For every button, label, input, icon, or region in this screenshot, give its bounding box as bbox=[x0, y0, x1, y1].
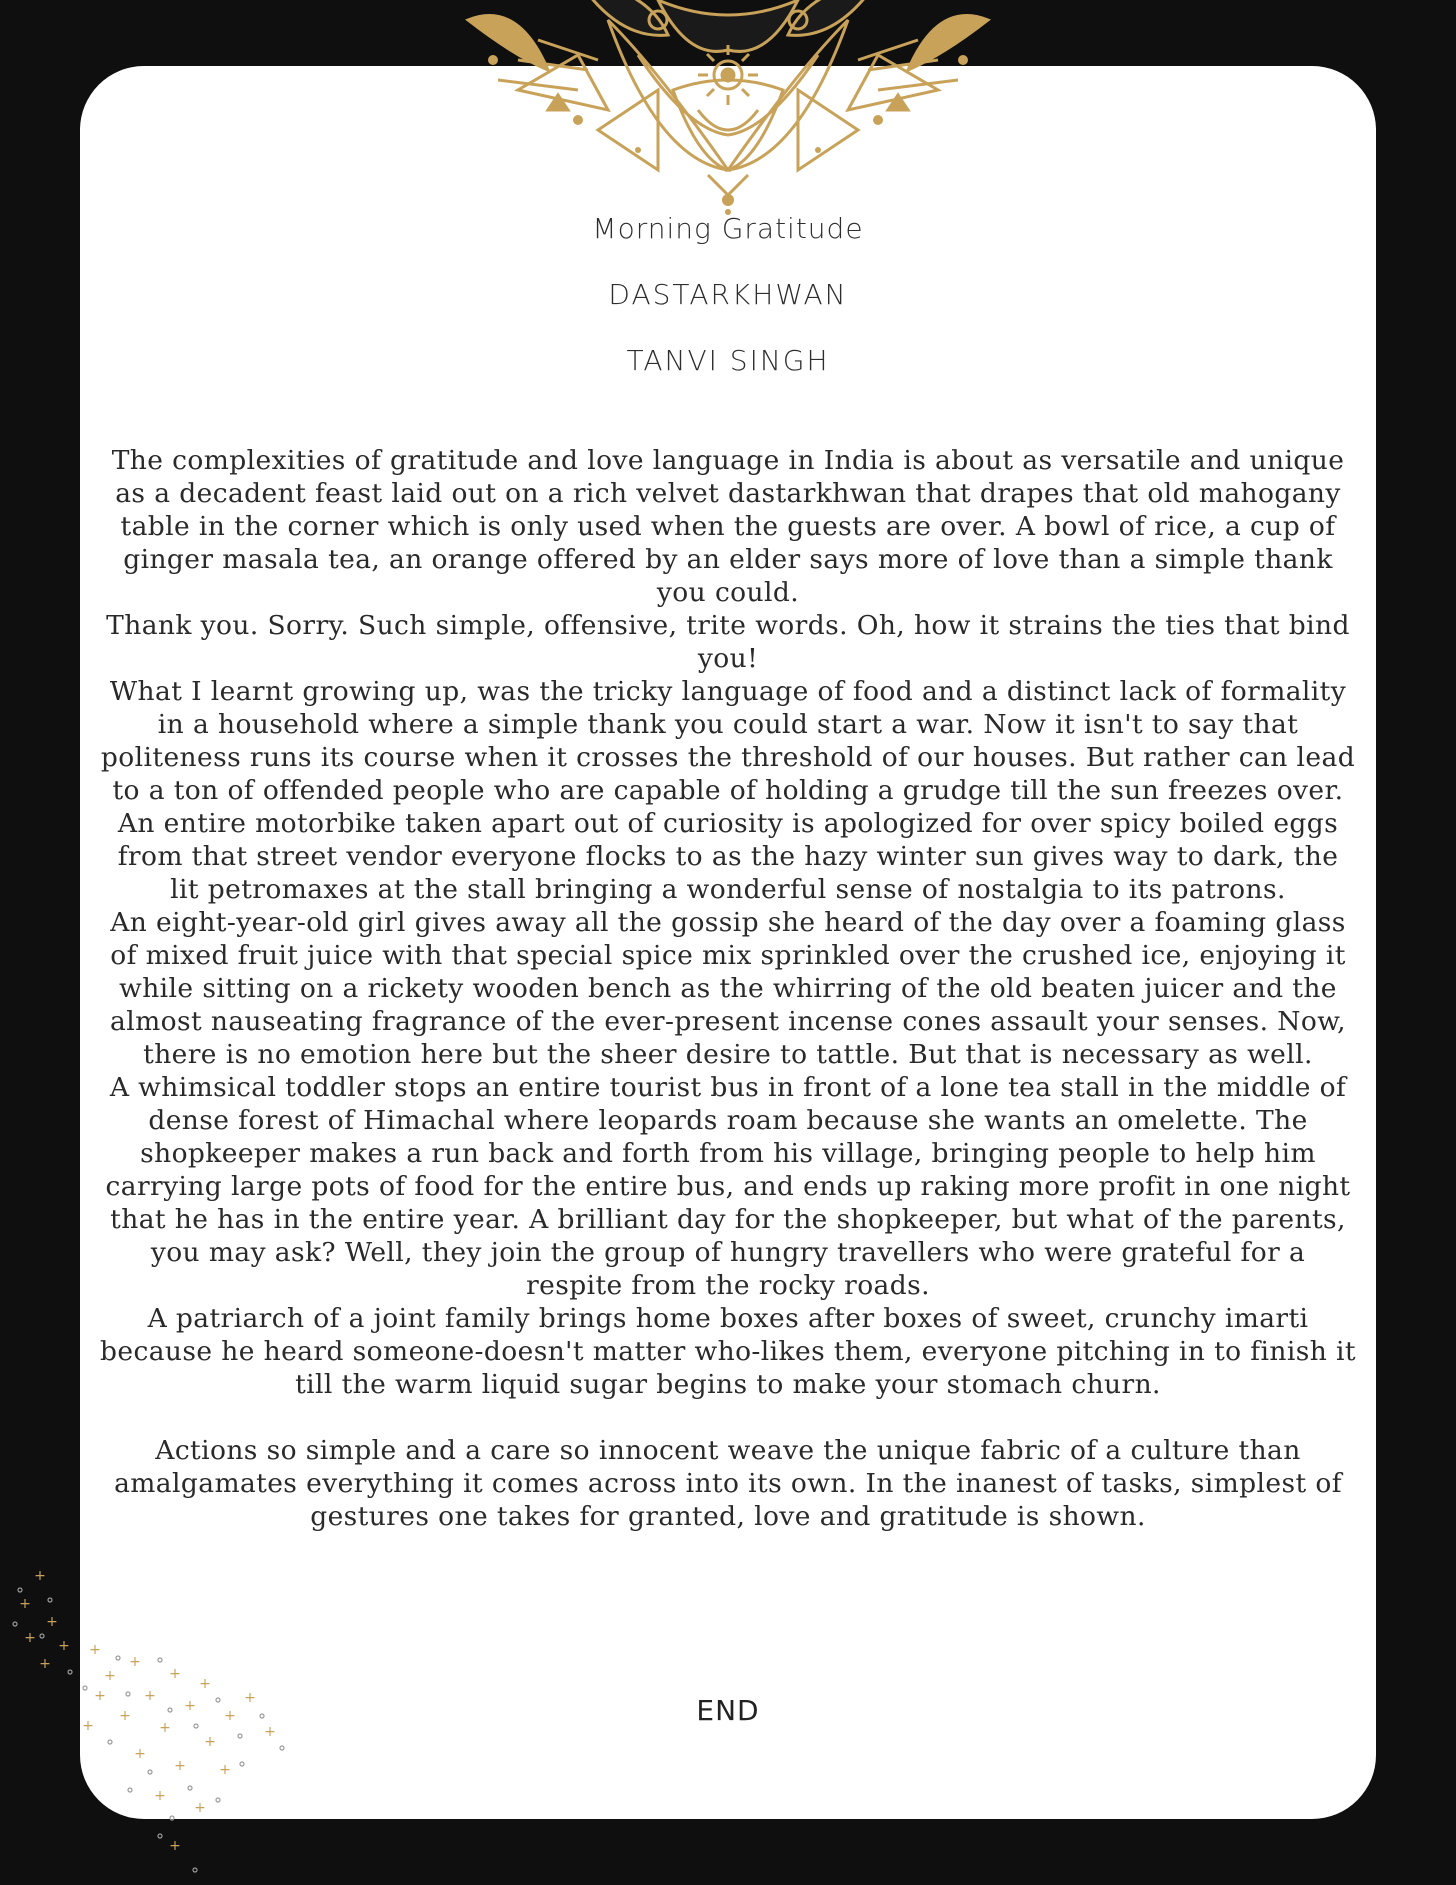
svg-text:+: + bbox=[204, 1734, 216, 1750]
svg-text:+: + bbox=[104, 1668, 116, 1684]
end-marker: END bbox=[696, 1694, 760, 1727]
paragraph: The complexities of gratitude and love language in India is about as versatile and unique as a decadent feast laid out on a rich velvet dastarkhwan that drapes that old mahogany table in the corner which is only used when the guests are over. A bowl of rice, a cup of ginger masala tea, an orange offered by an elder says more of love than a simple thank you could. bbox=[111, 445, 1345, 608]
svg-text:+: + bbox=[159, 1720, 171, 1736]
svg-text:+: + bbox=[194, 1800, 206, 1816]
svg-text:+: + bbox=[94, 1688, 106, 1704]
author-name: TANVI SINGH bbox=[626, 344, 830, 377]
svg-text:+: + bbox=[244, 1690, 256, 1706]
svg-text:+: + bbox=[264, 1724, 276, 1740]
svg-text:+: + bbox=[184, 1698, 196, 1714]
svg-text:+: + bbox=[199, 1676, 211, 1692]
svg-text:+: + bbox=[224, 1708, 236, 1724]
svg-text:+: + bbox=[129, 1654, 141, 1670]
paragraph: An entire motorbike taken apart out of curiosity is apologized for over spicy boiled eggs from that street vendor everyone flocks to as the hazy winter sun gives way to dark, the lit petromaxes at the stall bringing a wonderful sense of nostalgia to its patrons. bbox=[117, 808, 1339, 905]
svg-text:+: + bbox=[134, 1746, 146, 1762]
svg-text:+: + bbox=[58, 1638, 70, 1654]
svg-text:+: + bbox=[46, 1614, 58, 1630]
paragraph: What I learnt growing up, was the tricky language of food and a distinct lack of formality in a household where a simple thank you could start a war. Now it isn't to say that politeness runs its course when it crosses the threshold of our houses. But rather can lead to a ton of offended people who are capable of holding a grudge till the sun freezes over. bbox=[100, 676, 1356, 806]
paragraph: Thank you. Sorry. Such simple, offensive, trite words. Oh, how it strains the ties that bind you! bbox=[106, 610, 1350, 674]
svg-text:+: + bbox=[89, 1642, 101, 1658]
svg-text:+: + bbox=[19, 1596, 31, 1612]
mandala-ornament-icon bbox=[458, 0, 998, 220]
theme-heading: Morning Gratitude bbox=[592, 212, 864, 245]
svg-text:+: + bbox=[144, 1688, 156, 1704]
svg-text:+: + bbox=[169, 1666, 181, 1682]
page-title: DASTARKHWAN bbox=[608, 278, 848, 311]
essay-body bbox=[100, 444, 1356, 1533]
paragraph: Actions so simple and a care so innocent weave the unique fabric of a culture than amalgamates everything it comes across into its own. In the inanest of tasks, simplest of gestures one takes for granted, love and gratitude is shown. bbox=[114, 1435, 1342, 1532]
svg-text:+: + bbox=[169, 1838, 181, 1854]
paragraph: A patriarch of a joint family brings home boxes after boxes of sweet, crunchy imarti because he heard someone-doesn't matter who-likes them, everyone pitching in to finish it till the warm liquid sugar begins to make your stomach churn. bbox=[100, 1303, 1356, 1400]
svg-text:+: + bbox=[174, 1758, 186, 1774]
svg-text:+: + bbox=[119, 1708, 131, 1724]
paragraph: A whimsical toddler stops an entire tourist bus in front of a lone tea stall in the middle of dense forest of Himachal where leopards roam because she wants an omelette. The shopkeeper makes a run back and forth from his village, bringing people to help him carrying large pots of food for the entire bus, and ends up raking more profit in one night that he has in the entire year. A brilliant day for the shopkeeper, but what of the parents, you may ask? Well, they join the group of hungry travellers who were grateful for a respite from the rocky roads. bbox=[105, 1072, 1351, 1301]
svg-text:+: + bbox=[82, 1718, 94, 1734]
svg-text:+: + bbox=[154, 1788, 166, 1804]
svg-text:+: + bbox=[39, 1656, 51, 1672]
paragraph: An eight-year-old girl gives away all the gossip she heard of the day over a foaming glass of mixed fruit juice with that special spice mix sprinkled over the crushed ice, enjoying it while sitting on a rickety wooden bench as the whirring of the old beaten juicer and the almost nauseating fragrance of the ever-present incense cones assault your senses. Now, there is no emotion here but the sheer desire to tattle. But that is necessary as well. bbox=[110, 907, 1346, 1070]
svg-text:+: + bbox=[24, 1630, 36, 1646]
svg-text:+: + bbox=[34, 1568, 46, 1584]
svg-text:+: + bbox=[219, 1762, 231, 1778]
